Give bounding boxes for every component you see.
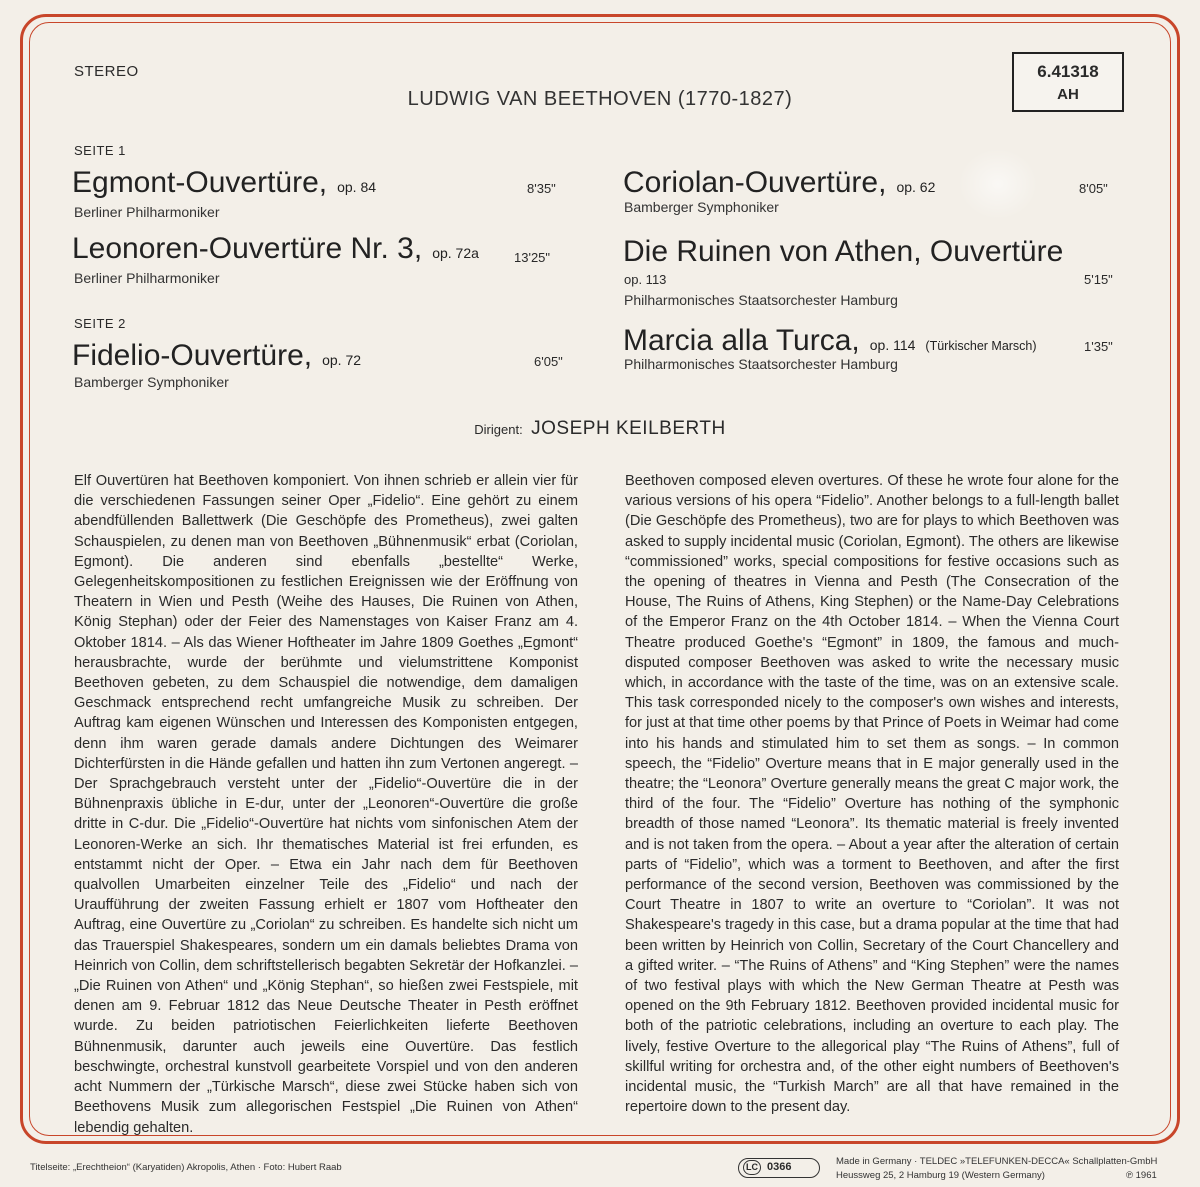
- opus-leonoren: op. 72a: [432, 245, 479, 261]
- conductor-label: Dirigent:: [474, 422, 523, 437]
- duration-ruinen: 5'15": [1084, 272, 1113, 287]
- orchestra-fidelio: Bamberger Symphoniker: [74, 374, 229, 390]
- work-title-marcia: Marcia alla Turca, op. 114 (Türkischer Marsch): [623, 324, 1037, 357]
- stereo-label: STEREO: [74, 63, 139, 80]
- lc-number: 0366: [767, 1161, 792, 1173]
- paper-stain: [958, 148, 1038, 220]
- liner-notes-german: Elf Ouvertüren hat Beethoven komponiert. Von ihnen schrieb er allein vier für die verschiedenen Fassungen seiner Oper „Fidelio“. Eine gehört zu einem abendfüllenden Ballettwerk (Die Geschöpfe des Prometheus), zwei galten Schauspielen, zu denen man von Beethoven „Bühnenmusik“ erbat (Coriolan, Egmont). Die anderen sind ebenfalls „bestellte“ Werke, Gelegenheitskompositionen zu festlichen Ereignissen wie der Eröffnung von Theatern in Wien und Pesth (Weihe des Hauses, Die Ruinen von Athen, König Stephan) oder der Feier des Namenstages von Kaiser Franz am 4. Oktober 1814. – Als das Wiener Hoftheater im Jahre 1809 Goethes „Egmont“ herausbrachte, wurde der berühmte und vielumstrittene Komponist Beethoven gebeten, zu dem Schauspiel die notwendige, dem damaligen Geschmack entsprechend recht umfangreiche Musik zu schreiben. Der Auftrag kam eigenen Wünschen und Interessen des Komponisten entgegen, denn ihm waren gerade damals andere Dichtungen des Weimarer Dichterfürsten in die Hände gefallen und hatten ihn zum Vertonen angeregt. – Der Sprachgebrauch versteht unter der „Fidelio“-Ouvertüre die in der Bühnenpraxis übliche in E-dur, unter der „Leonoren“-Ouvertüre die große dritte in C-dur. Die „Fidelio“-Ouvertüre hat nichts vom sinfonischen Atem der Leonoren-Werke an sich. Ihr thematisches Material ist frei erfunden, es entstammt nicht der Oper. – Etwa ein Jahr nach dem für Beethoven qualvollen Umarbeiten einzelner Teile des „Fidelio“ und nach der Uraufführung der zweiten Fassung erhielt er 1807 vom Hoftheater den Auftrag, eine Ouvertüre zu „Coriolan“ zu schreiben. Es handelte sich nicht um das Trauerspiel Shakespeares, sondern um ein damals beliebtes Drama von Heinrich von Collin, dem schriftstellerisch begabten Sekretär der Hofkanzlei. – „Die Ruinen von Athen“ und „König Stephan“, so hießen zwei Festspiele, mit denen am 9. Februar 1812 das Neue Deutsche Theater in Pesth eröffnet wurde. Zu beiden patriotischen Feierlichkeiten lieferte Beethoven Bühnenmusik, darunter auch jeweils eine Ouvertüre. Das festlich beschwingte, orchestral kunstvoll gearbeitete Vorspiel und von den anderen acht Nummern der „Türkische Marsch“, diese zwei Stücke haben sich von Beethovens Musik zum allegorischen Festspiel „Die Ruinen von Athen“ lebendig gehalten.: [74, 473, 578, 1136]
- lc-label: LC: [743, 1160, 761, 1175]
- opus-ruinen: op. 113: [624, 272, 667, 287]
- orchestra-coriolan: Bamberger Symphoniker: [624, 199, 779, 215]
- label-code-badge: [738, 1158, 820, 1178]
- duration-leonoren: 13'25": [514, 250, 551, 265]
- work-title-egmont: Egmont-Ouvertüre, op. 84: [72, 166, 377, 199]
- work-title-coriolan: Coriolan-Ouvertüre, op. 62: [623, 166, 936, 199]
- orchestra-marcia: Philharmonisches Staatsorchester Hamburg: [624, 356, 898, 372]
- conductor-name: JOSEPH KEILBERTH: [531, 418, 726, 439]
- address-line: Heussweg 25, 2 Hamburg 19 (Western Germany): [836, 1170, 1045, 1181]
- duration-marcia: 1'35": [1084, 339, 1113, 354]
- work-title-fidelio: Fidelio-Ouvertüre, op. 72: [72, 339, 362, 372]
- opus-marcia: op. 114: [869, 337, 916, 353]
- duration-egmont: 8'35": [527, 181, 556, 196]
- composer-heading: LUDWIG VAN BEETHOVEN (1770-1827): [407, 88, 793, 110]
- orchestra-egmont: Berliner Philharmoniker: [74, 204, 220, 220]
- made-in-line: Made in Germany · TELDEC »TELEFUNKEN-DECCA« Schallplatten-GmbH: [836, 1156, 1158, 1167]
- copyright-mark: ℗ 1961: [1126, 1170, 1157, 1181]
- duration-fidelio: 6'05": [534, 354, 563, 369]
- work-title-ruinen: Die Ruinen von Athen, Ouvertüre: [623, 235, 1064, 268]
- opus-egmont: op. 84: [337, 179, 377, 195]
- orchestra-leonoren: Berliner Philharmoniker: [74, 270, 220, 286]
- cover-photo-credit: Titelseite: „Erechtheion“ (Karyatiden) Akropolis, Athen · Foto: Hubert Raab: [30, 1162, 342, 1173]
- liner-notes-english: Beethoven composed eleven overtures. Of these he wrote four alone for the various versions of his opera “Fidelio”. Another belongs to a full-length ballet (Die Geschöpfe des Prometheus), two are for plays to which Beethoven was asked to supply incidental music (Coriolan, Egmont). The others are likewise “commissioned” works, special compositions for festive occasions such as the opening of theatres in Vienna and Pesth (The Consecration of the House, The Ruins of Athens, King Stephen) or the Name-Day Celebrations of the Emperor Franz on the 4th October 1814. – When the Vienna Court Theatre produced Goethe's “Egmont” in 1809, the famous and much-disputed composer Beethoven was asked to write the necessary music which, in accordance with the taste of the time, was on an extensive scale. This task corresponded nicely to the composer's own wishes and interests, for just at that time other poems by that Prince of Poets in Weimar had come into his hands and stimulated him to set them as songs. – In common speech, the “Fidelio” Overture means that in E major generally used in the theatre; the “Leonora” Overture generally means the great C major work, the third of the four. The “Fidelio” Overture has nothing of the symphonic breadth of those named “Leonora”. Its thematic material is freely invented and is not taken from the opera. – About a year after the alteration of certain parts of “Fidelio”, which was a torment to Beethoven, and after the first performance of the second version, Beethoven was commissioned by the Court Theatre in 1807 to write an overture to “Coriolan”. It was not Shakespeare's tragedy in this case, but a drama popular at the time that had been written by Heinrich von Collin, Secretary of the Court Chancellery and a gifted writer. – “The Ruins of Athens” and “King Stephen” were the names of two festival plays with which the New German Theatre at Pesth was opened on the 9th February 1812. Beethoven provided incidental music for both of the patriotic celebrations, including an overture to each play. The lively, festive Overture to the allegorical play “The Ruins of Athens”, full of skillful writing for orchestra and, of the other eight numbers of Beethoven's incidental music, the “Turkish March” are all that have remained in the repertoire down to the present day.: [625, 473, 1119, 1116]
- catalog-suffix: AH: [1057, 86, 1079, 103]
- conductor-line: [0, 418, 1200, 440]
- catalog-number: 6.41318: [1037, 62, 1099, 81]
- work-title-leonoren: Leonoren-Ouvertüre Nr. 3, op. 72a: [72, 232, 479, 265]
- opus-fidelio: op. 72: [322, 352, 362, 368]
- marcia-subtitle: (Türkischer Marsch): [925, 339, 1037, 353]
- duration-coriolan: 8'05": [1079, 181, 1108, 196]
- opus-coriolan: op. 62: [896, 179, 936, 195]
- orchestra-ruinen: Philharmonisches Staatsorchester Hamburg: [624, 292, 898, 308]
- side-2-label: SEITE 2: [74, 316, 126, 331]
- side-1-label: SEITE 1: [74, 143, 126, 158]
